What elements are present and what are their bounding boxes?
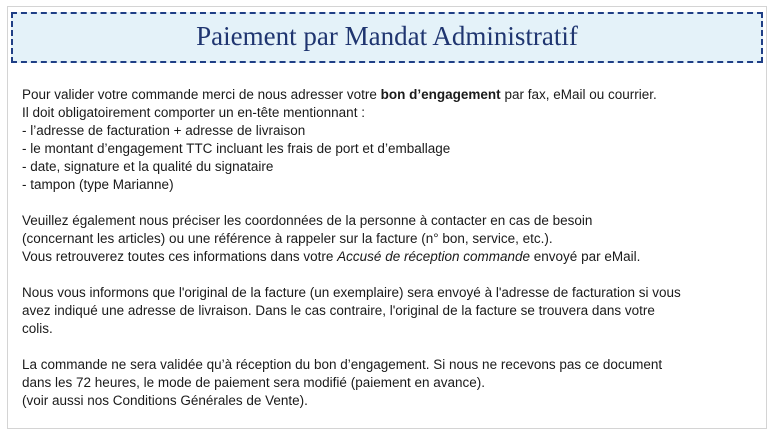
payment-instructions [22, 86, 764, 410]
requirement-item: - date, signature et la qualité du signataire [22, 159, 274, 174]
receipt-text-before: Vous retrouverez toutes ces informations dans votre [22, 249, 338, 264]
requirement-item: - tampon (type Marianne) [22, 177, 174, 192]
intro-text-after: par fax, eMail ou courrier. [500, 87, 657, 102]
requirement-item: - l’adresse de facturation + adresse de livraison [22, 123, 306, 138]
page-title: Paiement par Mandat Administratif [196, 21, 578, 51]
section-validation [22, 86, 764, 194]
requirements-heading: Il doit obligatoirement comporter un en-tête mentionnant : [22, 105, 365, 120]
receipt-line [22, 248, 764, 266]
delay-line: La commande ne sera validée qu’à réception du bon d’engagement. Si nous ne recevons pas ce document [22, 357, 663, 372]
contact-line: Veuillez également nous préciser les coordonnées de la personne à contacter en cas de besoin [22, 213, 593, 228]
intro-text-before: Pour valider votre commande merci de nous adresser votre [22, 87, 381, 102]
invoice-line: avez indiqué une adresse de livraison. Dans le cas contraire, l'original de la facture se trouvera dans votre [22, 303, 655, 318]
section-contact [22, 212, 764, 266]
intro-line [22, 86, 764, 104]
accuse-reception-emphasis: Accusé de réception commande [337, 249, 531, 264]
cgv-line: (voir aussi nos Conditions Générales de Vente). [22, 393, 308, 408]
receipt-text-after: envoyé par eMail. [530, 249, 641, 264]
contact-line: (concernant les articles) ou une référence à rappeler sur la facture (n° bon, service, etc.). [22, 231, 553, 246]
section-invoice [22, 284, 764, 338]
bon-engagement-emphasis: bon d’engagement [380, 87, 501, 102]
delay-line: dans les 72 heures, le mode de paiement sera modifié (paiement en avance). [22, 375, 486, 390]
section-validation-delay [22, 356, 764, 410]
requirement-item: - le montant d’engagement TTC incluant les frais de port et d’emballage [22, 141, 451, 156]
title-banner [11, 12, 763, 63]
invoice-line: Nous vous informons que l'original de la facture (un exemplaire) sera envoyé à l'adresse de facturation si vous [22, 285, 681, 300]
invoice-line: colis. [22, 321, 53, 336]
